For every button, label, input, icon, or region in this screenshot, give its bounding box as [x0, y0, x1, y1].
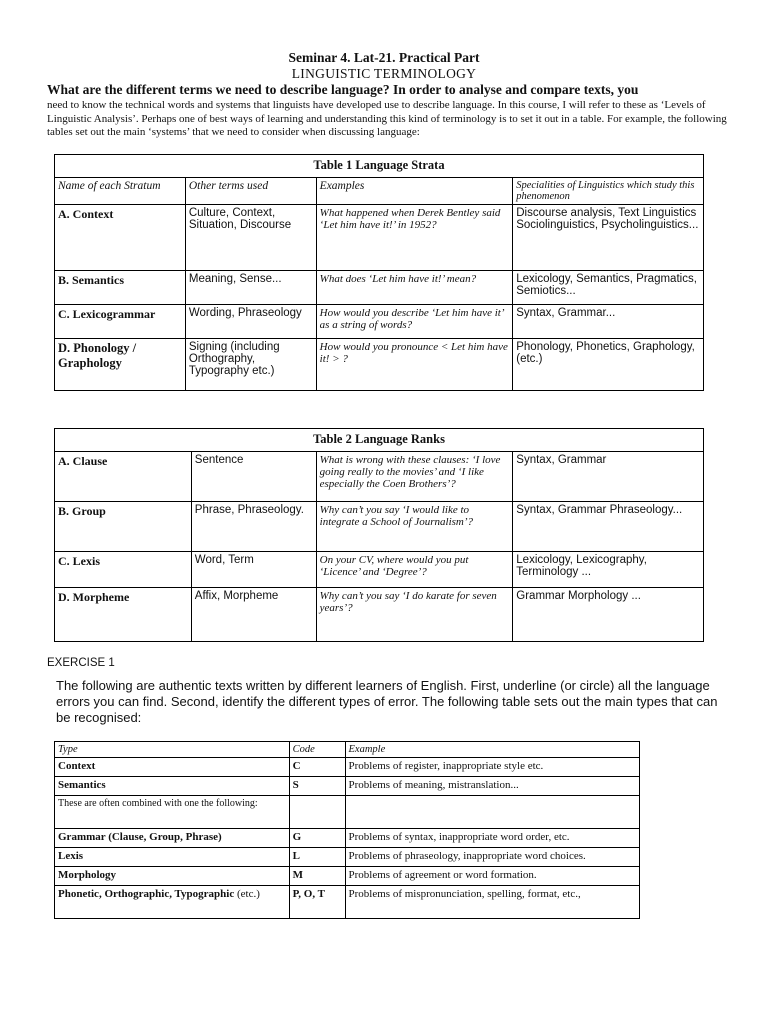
table-row	[55, 829, 640, 848]
exercise-instructions: The following are authentic texts written by different learners of English. First, underline (or circle) all the language errors you can find. Second, identify the different types of error. The following table sets out the main types that can be recognised:	[56, 678, 718, 725]
error-code: S	[289, 777, 345, 796]
stratum-specialities: Lexicology, Semantics, Pragmatics, Semiotics...	[513, 271, 704, 305]
error-example: Problems of syntax, inappropriate word order, etc.	[345, 829, 639, 848]
rank-name: D. Morpheme	[55, 588, 192, 642]
table3-header-row	[55, 742, 640, 758]
rank-specialities: Grammar Morphology ...	[513, 588, 704, 642]
table-row	[55, 452, 704, 502]
stratum-example: How would you pronounce < Let him have it! > ?	[316, 339, 513, 391]
error-example: Problems of register, inappropriate style etc.	[345, 758, 639, 777]
stratum-specialities: Phonology, Phonetics, Graphology, (etc.)	[513, 339, 704, 391]
table1-header-row	[55, 178, 704, 205]
error-type-suffix: (etc.)	[236, 888, 260, 900]
table1-header: Specialities of Linguistics which study this phenomenon	[513, 178, 704, 205]
rank-specialities: Lexicology, Lexicography, Terminology ...	[513, 552, 704, 588]
rank-name: C. Lexis	[55, 552, 192, 588]
rank-terms: Word, Term	[191, 552, 316, 588]
error-type: Morphology	[55, 867, 290, 886]
table3-header: Example	[345, 742, 639, 758]
stratum-specialities: Syntax, Grammar...	[513, 305, 704, 339]
rank-example: Why can’t you say ‘I do karate for seven years’?	[316, 588, 513, 642]
table-row	[55, 502, 704, 552]
error-type: Semantics	[55, 777, 290, 796]
error-code: L	[289, 848, 345, 867]
rank-example: What is wrong with these clauses: ‘I love going really to the movies’ and ‘I like especially the Coen Brothers’?	[316, 452, 513, 502]
error-code: G	[289, 829, 345, 848]
table-row	[55, 796, 640, 829]
table3-header: Type	[55, 742, 290, 758]
error-example: Problems of meaning, mistranslation...	[345, 777, 639, 796]
table-row	[55, 777, 640, 796]
error-example	[345, 796, 639, 829]
stratum-name: A. Context	[55, 205, 186, 271]
table3-header: Code	[289, 742, 345, 758]
table1-header: Name of each Stratum	[55, 178, 186, 205]
table-row	[55, 886, 640, 919]
error-type: Context	[55, 758, 290, 777]
page-title: Seminar 4. Lat-21. Practical Part	[288, 50, 480, 65]
rank-name: B. Group	[55, 502, 192, 552]
language-strata-table	[54, 154, 704, 391]
rank-example: Why can’t you say ‘I would like to integrate a School of Journalism’?	[316, 502, 513, 552]
table2-caption: Table 2 Language Ranks	[55, 429, 704, 452]
table-row	[55, 205, 704, 271]
rank-specialities: Syntax, Grammar Phraseology...	[513, 502, 704, 552]
stratum-name: C. Lexicogrammar	[55, 305, 186, 339]
table-row	[55, 758, 640, 777]
table-row	[55, 339, 704, 391]
error-example: Problems of phraseology, inappropriate word choices.	[345, 848, 639, 867]
table-row	[55, 867, 640, 886]
table-row	[55, 552, 704, 588]
table-row	[55, 305, 704, 339]
error-code: M	[289, 867, 345, 886]
stratum-example: What does ‘Let him have it!’ mean?	[316, 271, 513, 305]
stratum-terms: Culture, Context, Situation, Discourse	[185, 205, 316, 271]
table-row	[55, 271, 704, 305]
exercise-label: EXERCISE 1	[47, 657, 115, 669]
stratum-name: B. Semantics	[55, 271, 186, 305]
error-type-note: These are often combined with one the following:	[55, 796, 290, 829]
error-example: Problems of mispronunciation, spelling, format, etc.,	[345, 886, 639, 919]
rank-terms: Phrase, Phraseology.	[191, 502, 316, 552]
table1-header: Examples	[316, 178, 513, 205]
rank-terms: Affix, Morpheme	[191, 588, 316, 642]
page-subtitle: LINGUISTIC TERMINOLOGY	[291, 66, 477, 81]
language-ranks-table	[54, 428, 704, 642]
stratum-terms: Wording, Phraseology	[185, 305, 316, 339]
stratum-terms: Meaning, Sense...	[185, 271, 316, 305]
error-type: Grammar (Clause, Group, Phrase)	[55, 829, 290, 848]
rank-terms: Sentence	[191, 452, 316, 502]
rank-example: On your CV, where would you put ‘Licence’ and ‘Degree’?	[316, 552, 513, 588]
error-code	[289, 796, 345, 829]
error-example: Problems of agreement or word formation.	[345, 867, 639, 886]
rank-specialities: Syntax, Grammar	[513, 452, 704, 502]
stratum-name: D. Phonology / Graphology	[55, 339, 186, 391]
stratum-specialities: Discourse analysis, Text Linguistics Sociolinguistics, Psycholinguistics...	[513, 205, 704, 271]
error-code: C	[289, 758, 345, 777]
rank-name: A. Clause	[55, 452, 192, 502]
error-code: P, O, T	[289, 886, 345, 919]
stratum-example: What happened when Derek Bentley said ‘Let him have it!’ in 1952?	[316, 205, 513, 271]
error-type-cell	[55, 886, 290, 919]
table-row	[55, 588, 704, 642]
table1-caption: Table 1 Language Strata	[55, 155, 704, 178]
stratum-example: How would you describe ‘Let him have it’ as a string of words?	[316, 305, 513, 339]
stratum-terms: Signing (including Orthography, Typography etc.)	[185, 339, 316, 391]
intro-paragraph: need to know the technical words and systems that linguists have developed use to describe language. In this course, I will refer to these as ‘Levels of Linguistic Analysis’. Perhaps one of best ways of learning and understanding this kind of terminology is to set it out in a table. For example, the following tables set out the main ‘systems’ that we need to consider when discussing language:	[47, 99, 727, 138]
error-types-table	[54, 741, 640, 919]
error-type: Lexis	[55, 848, 290, 867]
error-type: Phonetic, Orthographic, Typographic	[58, 888, 235, 900]
table1-header: Other terms used	[185, 178, 316, 205]
lead-question: What are the different terms we need to describe language? In order to analyse and compare texts, you	[47, 82, 639, 97]
table-row	[55, 848, 640, 867]
